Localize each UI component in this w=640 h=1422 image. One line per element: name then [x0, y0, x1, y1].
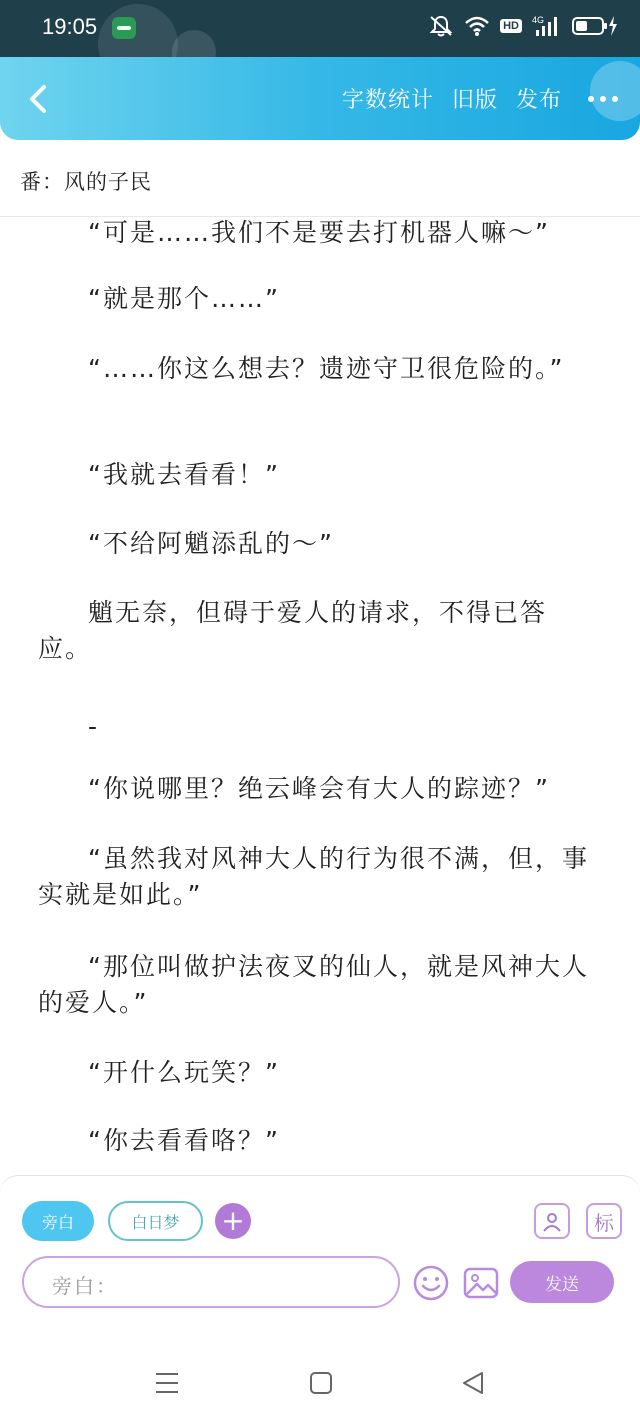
story-paragraph: “不给阿魈添乱的～” — [88, 529, 334, 558]
tag-button[interactable]: 标 — [586, 1203, 622, 1239]
image-icon[interactable] — [462, 1264, 500, 1302]
system-nav-bar — [0, 1310, 640, 1422]
story-paragraph: “我就去看看！” — [88, 460, 280, 489]
status-bar — [0, 0, 640, 57]
message-input[interactable] — [22, 1256, 400, 1308]
publish-button[interactable]: 发布 — [515, 88, 562, 113]
back-triangle-icon[interactable] — [460, 1370, 486, 1396]
old-version-button[interactable]: 旧版 — [451, 88, 498, 113]
wifi-icon — [464, 15, 490, 37]
back-icon[interactable] — [20, 79, 60, 119]
hd-badge: HD — [500, 19, 522, 33]
person-card-icon[interactable] — [534, 1203, 570, 1239]
home-icon[interactable] — [308, 1370, 334, 1396]
story-content[interactable] — [0, 217, 640, 1174]
story-paragraph: - — [88, 712, 100, 741]
smiley-icon[interactable] — [412, 1264, 450, 1302]
send-button[interactable]: 发送 — [510, 1261, 614, 1303]
person-card-glyph — [540, 1209, 564, 1233]
story-paragraph: “你说哪里？绝云峰会有大人的踪迹？” — [88, 774, 550, 803]
app-notification-icon — [112, 17, 136, 39]
menu-icon[interactable] — [154, 1370, 180, 1396]
story-paragraph: “虽然我对风神大人的行为很不满，但，事实就是如此。” — [38, 844, 589, 909]
story-paragraph: “开什么玩笑？” — [88, 1058, 280, 1087]
status-icons — [428, 14, 618, 38]
status-time: 19:05 — [42, 14, 98, 39]
network-label: 4G — [532, 15, 545, 25]
story-paragraph: “你去看看咯？” — [88, 1126, 280, 1155]
add-character-button[interactable]: + — [215, 1203, 251, 1239]
story-paragraph: 魈无奈，但碍于爱人的请求，不得已答应。 — [38, 598, 548, 663]
story-title[interactable]: 番：风的子民 — [20, 170, 152, 194]
story-paragraph: “可是……我们不是要去打机器人嘛～” — [88, 218, 550, 247]
word-count-button[interactable]: 字数统计 — [341, 88, 434, 113]
more-dots-icon[interactable] — [588, 96, 618, 102]
story-paragraph: “……你这么想去？遗迹守卫很危险的。” — [88, 354, 565, 383]
header-actions — [342, 83, 618, 114]
app-header — [0, 57, 640, 140]
narration-chip[interactable]: 旁白 — [22, 1201, 94, 1241]
message-input-placeholder: 旁白： — [52, 1274, 118, 1298]
signal-icon — [532, 14, 562, 38]
story-paragraph: “就是那个……” — [88, 284, 280, 313]
daydream-chip[interactable]: 白日梦 — [108, 1201, 203, 1241]
mute-bell-icon — [428, 14, 454, 38]
battery-charging-icon — [572, 15, 618, 37]
story-paragraph: “那位叫做护法夜叉的仙人，就是风神大人的爱人。” — [38, 952, 589, 1017]
composer-panel — [0, 1175, 640, 1311]
story-title-bar — [0, 152, 640, 217]
